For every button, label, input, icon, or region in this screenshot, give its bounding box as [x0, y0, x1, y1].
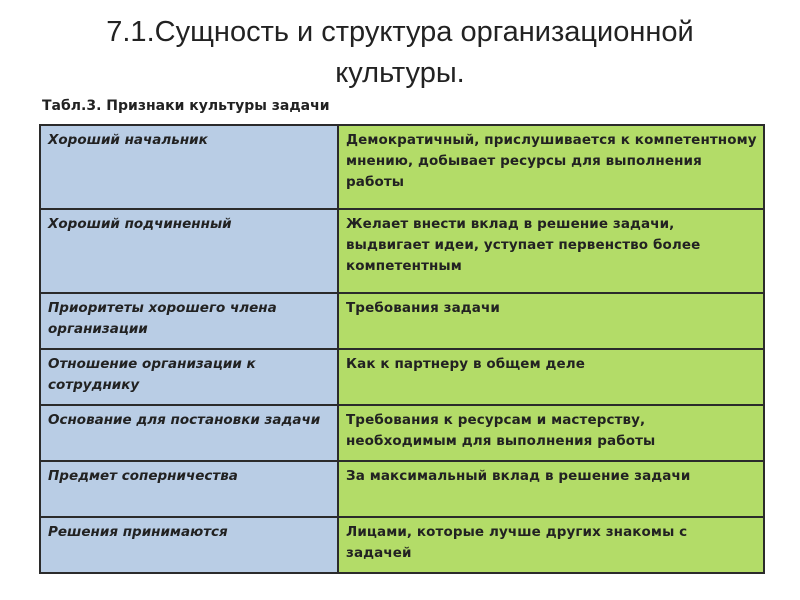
description-cell: Требования задачи: [338, 293, 764, 349]
description-cell: Желает внести вклад в решение задачи, выдвигает идеи, уступает первенство более компетентным: [338, 209, 764, 293]
attribute-cell: Отношение организации к сотруднику: [40, 349, 338, 405]
description-cell: Как к партнеру в общем деле: [338, 349, 764, 405]
attribute-cell: Основание для постановки задачи: [40, 405, 338, 461]
table-row: [40, 405, 764, 461]
attribute-cell: Хороший начальник: [40, 125, 338, 209]
table-row: [40, 125, 764, 209]
description-cell: Требования к ресурсам и мастерству, необходимым для выполнения работы: [338, 405, 764, 461]
slide-title: 7.1.Сущность и структура организационной культуры.: [106, 16, 694, 89]
table-row: [40, 517, 764, 573]
description-cell: За максимальный вклад в решение задачи: [338, 461, 764, 517]
table-row: [40, 293, 764, 349]
attribute-cell: Приоритеты хорошего члена организации: [40, 293, 338, 349]
attribute-cell: Решения принимаются: [40, 517, 338, 573]
table-caption: Табл.3. Признаки культуры задачи: [42, 98, 330, 114]
table-row: [40, 349, 764, 405]
task-culture-table: [39, 124, 765, 574]
table-row: [40, 209, 764, 293]
description-cell: Лицами, которые лучше других знакомы с задачей: [338, 517, 764, 573]
attribute-cell: Хороший подчиненный: [40, 209, 338, 293]
description-cell: Демократичный, прислушивается к компетентному мнению, добывает ресурсы для выполнения работы: [338, 125, 764, 209]
table-row: [40, 461, 764, 517]
attribute-cell: Предмет соперничества: [40, 461, 338, 517]
